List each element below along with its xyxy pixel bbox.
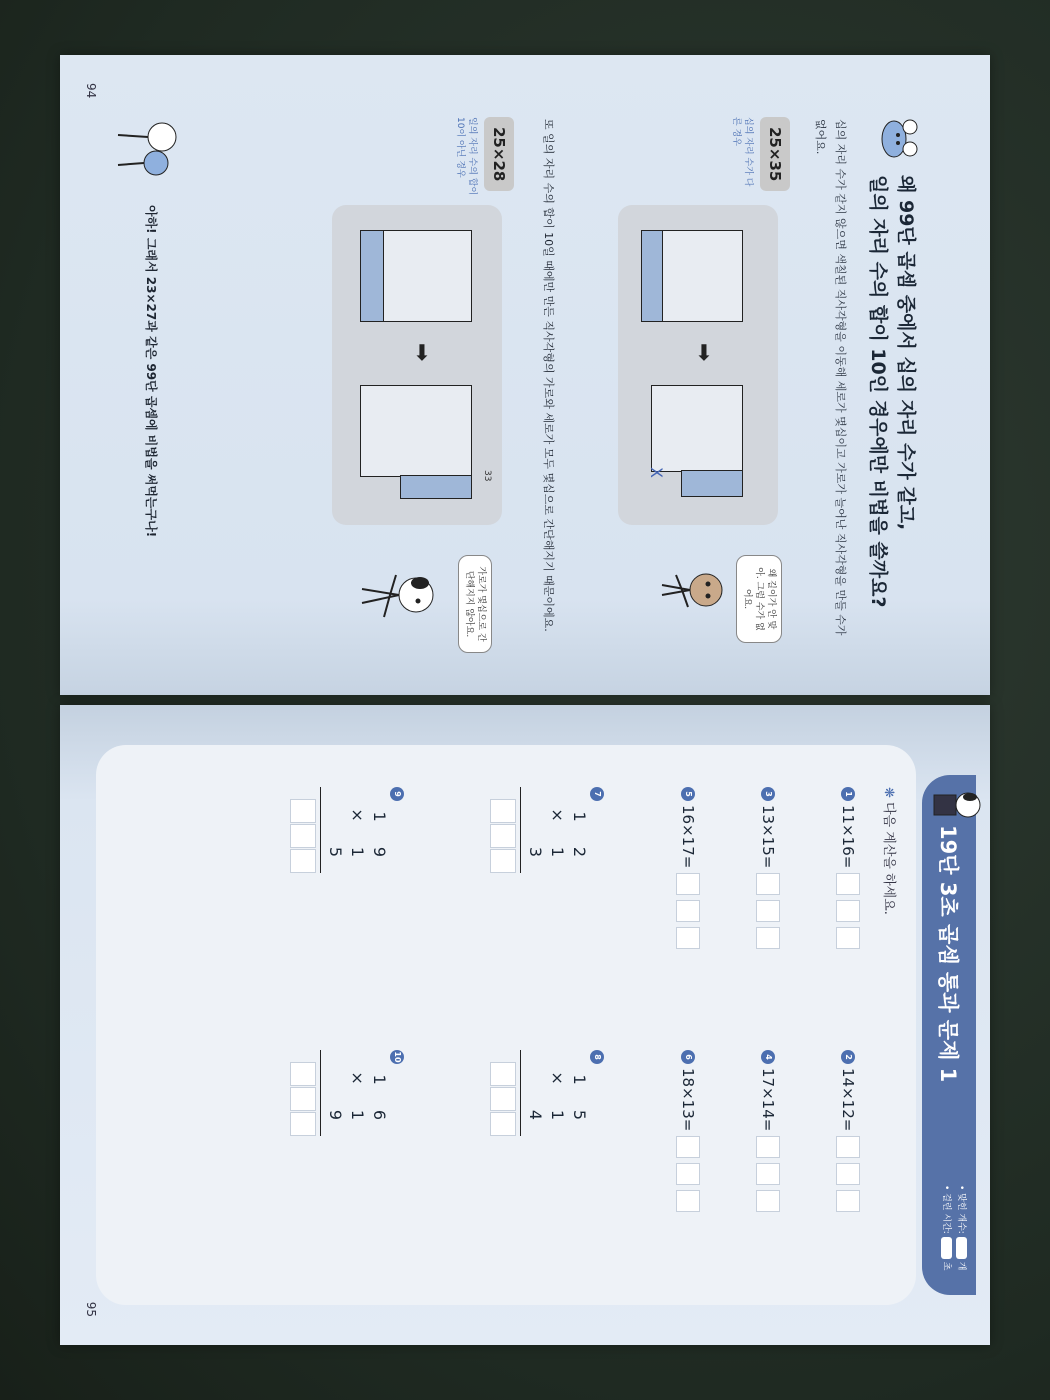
answer-line [320,1050,321,1136]
problem-6 [676,1050,700,1212]
problem-4 [756,1050,780,1212]
problem-9 [290,787,410,873]
instruction-text: 다음 계산을 하세요. [881,802,896,915]
problem-3 [756,787,780,949]
problem-number: 6 [681,1050,695,1064]
answer-box[interactable] [836,1136,860,1158]
problem-1 [836,787,860,949]
problem-expression: 18×13= [679,1068,697,1132]
problem-number: 7 [590,787,604,801]
answer-line [520,1050,521,1136]
dog-mascot-icon [924,783,984,827]
diagram-1 [618,205,778,525]
score-meta [938,1185,968,1285]
problem-expression: 14×12= [839,1068,857,1132]
problem-number: 5 [681,787,695,801]
open-workbook [60,55,990,1345]
answer-box[interactable] [756,927,780,949]
example-tag-1: 25×35 [760,117,790,191]
answer-box[interactable] [756,1190,780,1212]
multiplier: × 1 3 [526,808,567,867]
problem-expression: 16×17= [679,805,697,869]
correct-count-label: • 맞힌 개수: [956,1185,966,1234]
answer-box[interactable] [756,1136,780,1158]
answer-boxes[interactable] [490,787,516,873]
problem-number: 4 [761,1050,775,1064]
answer-box[interactable] [756,873,780,895]
diagram-2 [332,205,502,525]
middle-explanation: 또 일의 자리 수의 합이 10일 때에만 만든 직사각형의 가로와 세로가 모두 몇십으로 간단해지기 때문이에요. [542,119,555,632]
answer-box[interactable] [676,1190,700,1212]
answer-box[interactable] [676,1163,700,1185]
problem-10 [290,1050,410,1136]
shaded-strip-moved-2 [400,475,472,499]
multiplier: × 1 5 [326,808,367,867]
answer-box[interactable] [756,900,780,922]
problem-number: 8 [590,1050,604,1064]
answer-boxes[interactable] [490,1050,516,1136]
problem-number: 9 [390,787,404,801]
label-33: 33 [482,470,492,482]
elapsed-time-row [938,1185,953,1285]
heading-line-1: 왜 99단 곱셈 중에서 십의 자리 수가 같고, [895,175,917,531]
answer-box[interactable] [756,1163,780,1185]
problem-7 [490,787,610,873]
footer-remark: 아하! 그래서 23×27과 같은 99단 곱셈에 비법을 써먹는구나! [144,205,158,538]
multiplicand: 1 6 [370,1074,389,1130]
multiplicand: 1 5 [570,1074,589,1130]
answer-box[interactable] [836,927,860,949]
problem-2 [836,1050,860,1212]
rectangle-moved-2 [360,385,472,477]
multiplicand: 1 2 [570,811,589,867]
answer-boxes[interactable] [290,1050,316,1136]
exercise-title: 19단 3초 곱셈 통과 문제 1 [936,825,960,1083]
left-page [60,55,990,695]
answer-box[interactable] [836,1190,860,1212]
paw-icon: ❋ [881,787,896,803]
example-tag-2: 25×28 [484,117,514,191]
speech-bubble-1: 왜 길이가 안 맞아. 그럼 수가 없어요. [736,555,782,643]
left-heading [864,175,920,608]
arrow-right-icon-2: ➡ [409,343,434,362]
problem-expression: 13×15= [759,805,777,869]
answer-box[interactable] [676,900,700,922]
left-page-number: 94 [84,83,98,99]
example-note-2: 일의 자리 수의 합이 10이 아닌 경우 [455,117,477,196]
answer-box[interactable] [676,1136,700,1158]
problem-number: 3 [761,787,775,801]
multiplicand: 1 9 [370,811,389,867]
arrow-right-icon: ➡ [691,343,716,362]
heading-line-2: 일의 자리 수의 합이 10인 경우에만 비법을 쓸까요? [867,175,889,608]
answer-box[interactable] [836,1163,860,1185]
right-page [60,705,990,1345]
right-page-number: 95 [84,1301,98,1317]
answer-box[interactable] [676,873,700,895]
multiplier: × 1 4 [526,1071,567,1130]
problem-8 [490,1050,610,1136]
problem-5 [676,787,700,949]
problem-number: 10 [390,1050,404,1064]
instruction [881,787,900,915]
shaded-strip [641,230,663,322]
problem-expression: 11×16= [839,805,857,869]
elapsed-time-label: • 걸린 시간: [941,1185,951,1234]
answer-box[interactable] [836,900,860,922]
problem-number: 2 [841,1050,855,1064]
mouse-mascot-icon [880,115,920,163]
answer-line [320,787,321,873]
correct-count-box[interactable] [956,1237,967,1259]
elapsed-time-unit: 초 [941,1261,951,1271]
multiplier: × 1 9 [326,1071,367,1130]
correct-count-unit: 개 [956,1261,966,1271]
shaded-strip-moved [681,470,743,497]
problem-number: 1 [841,787,855,801]
answer-box[interactable] [836,873,860,895]
cross-mark-icon: X [647,467,666,478]
shaded-strip-2 [360,230,384,322]
dog-character-icon [352,555,442,635]
speech-bubble-2: 가로가 몇십으로 간단해지지 않아요. [458,555,492,653]
correct-count-row [953,1185,968,1285]
answer-line [520,787,521,873]
problem-expression: 17×14= [759,1068,777,1132]
answer-boxes[interactable] [290,787,316,873]
intro-paragraph: 십의 자리 수가 같지 않으면 색칠된 직사각형을 이동해 세로가 몇십이고 가로가 늘어난 직사각형을 만들 수가 없어요. [814,119,847,636]
answer-box[interactable] [676,927,700,949]
cat-character-icon [652,555,732,625]
elapsed-time-box[interactable] [941,1237,952,1259]
mascot-pair-icon [110,115,190,185]
rectangle-moved [651,385,743,472]
example-note-1: 십의 자리 수가 다른 경우 [731,117,753,187]
